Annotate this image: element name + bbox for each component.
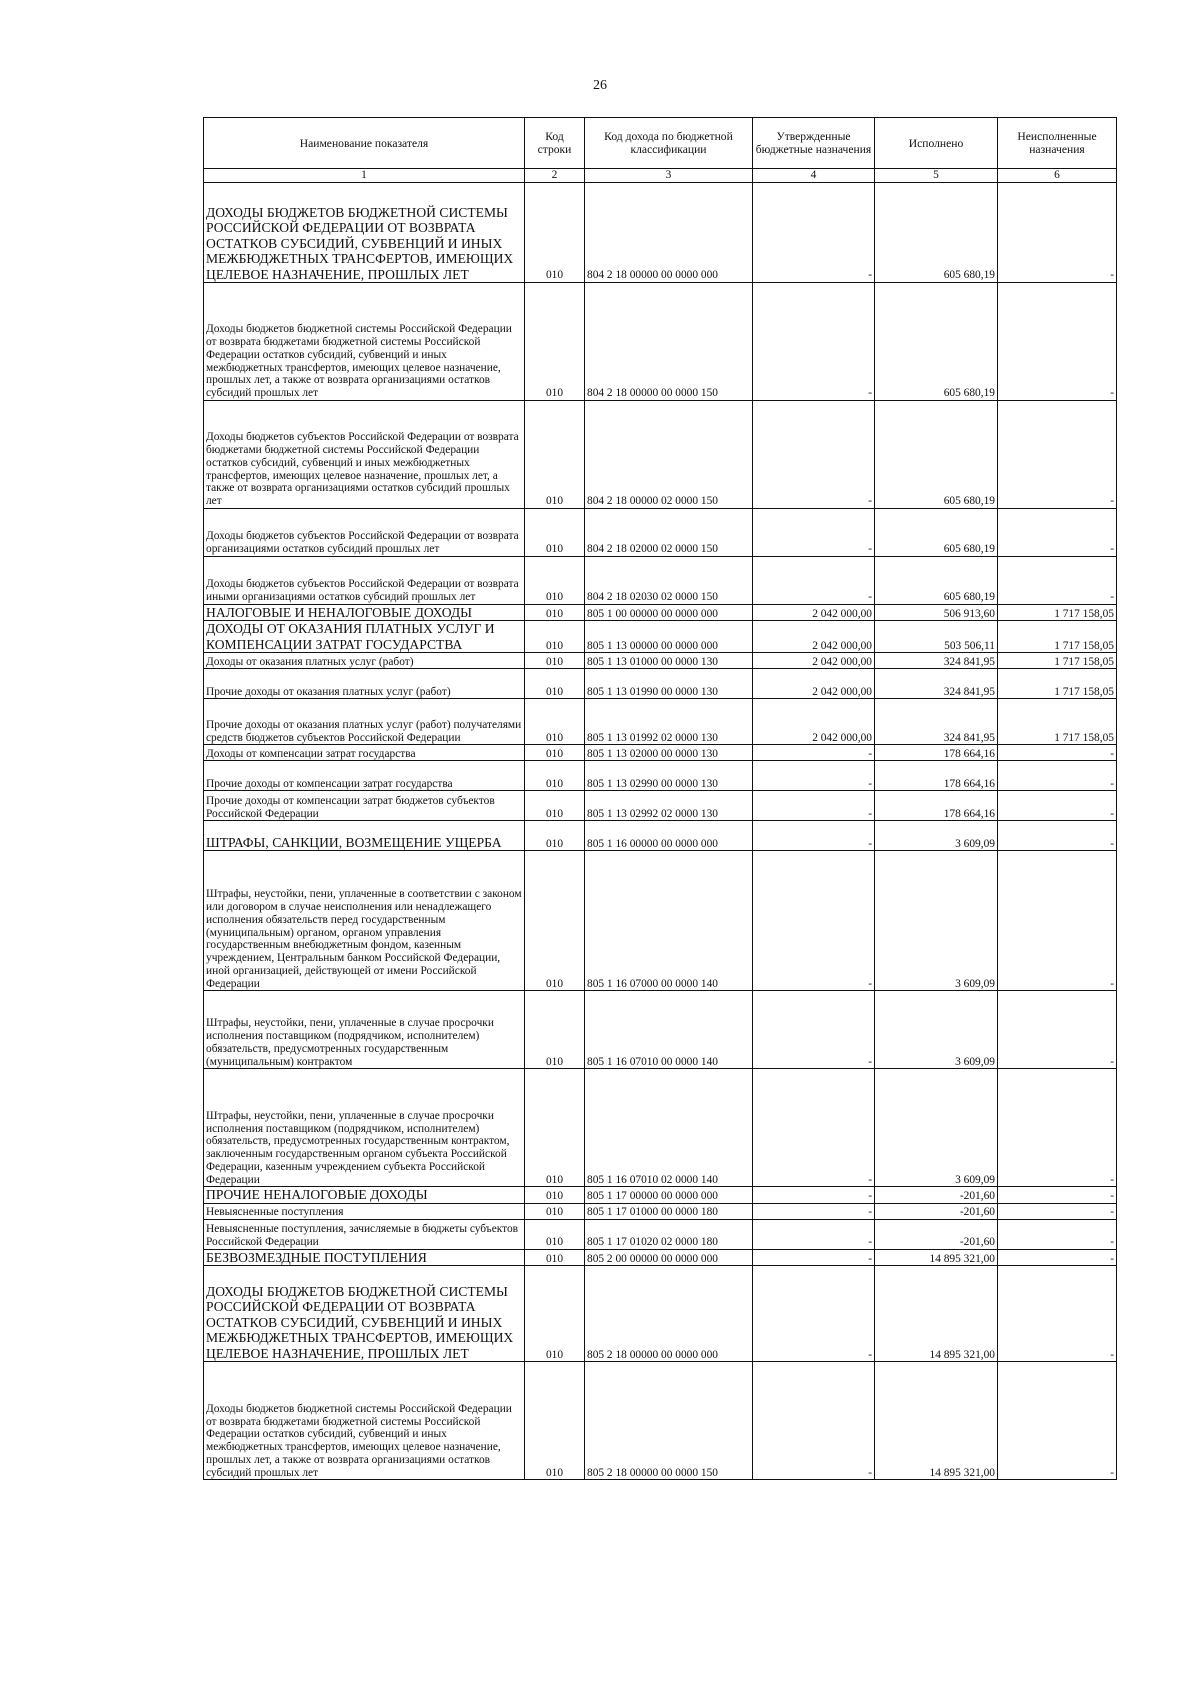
row-executed: 605 680,19 [875,509,998,557]
row-name: Доходы бюджетов субъектов Российской Федерации от возврата иными организациями остатков субсидий прошлых лет [204,557,525,605]
row-unexecuted: - [998,991,1117,1069]
row-kbk: 805 1 00 00000 00 0000 000 [585,605,753,621]
row-kbk: 805 1 17 01020 02 0000 180 [585,1219,753,1249]
row-unexecuted: - [998,1266,1117,1362]
column-number: 5 [875,169,998,183]
row-approved: 2 042 000,00 [753,605,875,621]
row-unexecuted: - [998,557,1117,605]
row-kbk: 805 1 16 07010 02 0000 140 [585,1069,753,1187]
row-code: 010 [525,1362,585,1480]
row-name: Прочие доходы от оказания платных услуг (работ) получателями средств бюджетов субъектов Российской Федерации [204,699,525,745]
row-kbk: 805 2 00 00000 00 0000 000 [585,1249,753,1265]
row-executed: 605 680,19 [875,183,998,283]
row-code: 010 [525,557,585,605]
row-executed: 3 609,09 [875,821,998,851]
row-name: Доходы бюджетов субъектов Российской Федерации от возврата организациями остатков субсидий прошлых лет [204,509,525,557]
row-executed: 324 841,95 [875,669,998,699]
row-name: Невыясненные поступления [204,1203,525,1219]
row-approved: - [753,791,875,821]
row-kbk: 805 1 13 02000 00 0000 130 [585,745,753,761]
revenue-table [203,117,1117,1480]
row-approved: - [753,1203,875,1219]
row-approved: 2 042 000,00 [753,699,875,745]
row-code: 010 [525,1266,585,1362]
row-kbk: 805 1 17 01000 00 0000 180 [585,1203,753,1219]
row-unexecuted: - [998,821,1117,851]
column-number: 4 [753,169,875,183]
row-executed: 178 664,16 [875,761,998,791]
row-name: Прочие доходы от оказания платных услуг (работ) [204,669,525,699]
row-code: 010 [525,283,585,401]
row-code: 010 [525,791,585,821]
row-name: БЕЗВОЗМЕЗДНЫЕ ПОСТУПЛЕНИЯ [204,1249,525,1265]
row-name: Доходы от компенсации затрат государства [204,745,525,761]
row-unexecuted: 1 717 158,05 [998,699,1117,745]
table-row [204,1187,1117,1203]
row-kbk: 804 2 18 02030 02 0000 150 [585,557,753,605]
row-unexecuted: - [998,183,1117,283]
row-kbk: 805 1 13 01992 02 0000 130 [585,699,753,745]
row-executed: 605 680,19 [875,401,998,509]
table-row [204,669,1117,699]
row-code: 010 [525,699,585,745]
table-row [204,851,1117,991]
row-code: 010 [525,669,585,699]
row-kbk: 805 2 18 00000 00 0000 150 [585,1362,753,1480]
column-number: 6 [998,169,1117,183]
row-name: НАЛОГОВЫЕ И НЕНАЛОГОВЫЕ ДОХОДЫ [204,605,525,621]
row-name: Штрафы, неустойки, пени, уплаченные в случае просрочки исполнения поставщиком (подрядчиком, исполнителем) обязательств, предусмотренных государственным контрактом, заключенным государственным органом субъекта Российской Федерации, казенным учреждением субъекта Российской Федерации [204,1069,525,1187]
row-approved: - [753,991,875,1069]
header-kbk: Код дохода по бюджетной классификации [585,118,753,169]
row-unexecuted: - [998,745,1117,761]
row-unexecuted: 1 717 158,05 [998,621,1117,653]
row-approved: - [753,821,875,851]
row-executed: 506 913,60 [875,605,998,621]
table-row [204,621,1117,653]
row-code: 010 [525,509,585,557]
row-kbk: 805 1 13 01990 00 0000 130 [585,669,753,699]
row-unexecuted: - [998,851,1117,991]
row-name: ДОХОДЫ БЮДЖЕТОВ БЮДЖЕТНОЙ СИСТЕМЫ РОССИЙСКОЙ ФЕДЕРАЦИИ ОТ ВОЗВРАТА ОСТАТКОВ СУБСИДИЙ, СУБВЕНЦИЙ И ИНЫХ МЕЖБЮДЖЕТНЫХ ТРАНСФЕРТОВ, ИМЕЮЩИХ ЦЕЛЕВОЕ НАЗНАЧЕНИЕ, ПРОШЛЫХ ЛЕТ [204,183,525,283]
row-executed: 14 895 321,00 [875,1362,998,1480]
row-kbk: 805 1 16 00000 00 0000 000 [585,821,753,851]
table-row [204,605,1117,621]
row-unexecuted: - [998,1203,1117,1219]
table-row [204,791,1117,821]
page-number: 26 [593,78,607,93]
row-executed: 3 609,09 [875,991,998,1069]
table-row [204,761,1117,791]
row-unexecuted: - [998,1219,1117,1249]
row-kbk: 805 1 13 02992 02 0000 130 [585,791,753,821]
header-executed: Исполнено [875,118,998,169]
row-approved: - [753,851,875,991]
table-row [204,509,1117,557]
table-row [204,557,1117,605]
row-code: 010 [525,851,585,991]
row-code: 010 [525,761,585,791]
row-executed: -201,60 [875,1203,998,1219]
table-row [204,1266,1117,1362]
row-name: ПРОЧИЕ НЕНАЛОГОВЫЕ ДОХОДЫ [204,1187,525,1203]
row-code: 010 [525,621,585,653]
row-code: 010 [525,1069,585,1187]
table-row [204,991,1117,1069]
row-unexecuted: 1 717 158,05 [998,605,1117,621]
table-row [204,699,1117,745]
row-kbk: 805 1 13 01000 00 0000 130 [585,653,753,669]
row-approved: - [753,1219,875,1249]
table-row [204,745,1117,761]
row-code: 010 [525,1203,585,1219]
row-unexecuted: - [998,761,1117,791]
row-name: ДОХОДЫ БЮДЖЕТОВ БЮДЖЕТНОЙ СИСТЕМЫ РОССИЙСКОЙ ФЕДЕРАЦИИ ОТ ВОЗВРАТА ОСТАТКОВ СУБСИДИЙ, СУБВЕНЦИЙ И ИНЫХ МЕЖБЮДЖЕТНЫХ ТРАНСФЕРТОВ, ИМЕЮЩИХ ЦЕЛЕВОЕ НАЗНАЧЕНИЕ, ПРОШЛЫХ ЛЕТ [204,1266,525,1362]
row-name: Прочие доходы от компенсации затрат бюджетов субъектов Российской Федерации [204,791,525,821]
row-executed: 605 680,19 [875,283,998,401]
row-name: Штрафы, неустойки, пени, уплаченные в соответствии с законом или договором в случае неисполнения или ненадлежащего исполнения обязательств перед государственным (муниципальным) органом, органом управления государственным внебюджетным фондом, казенным учреждением, Центральным банком Российской Федерации, иной организацией, действующей от имени Российской Федерации [204,851,525,991]
table-row [204,821,1117,851]
row-unexecuted: - [998,1187,1117,1203]
row-code: 010 [525,1249,585,1265]
row-executed: 324 841,95 [875,653,998,669]
row-executed: 14 895 321,00 [875,1266,998,1362]
row-unexecuted: 1 717 158,05 [998,653,1117,669]
row-kbk: 804 2 18 00000 02 0000 150 [585,401,753,509]
row-approved: - [753,557,875,605]
row-approved: 2 042 000,00 [753,653,875,669]
row-name: Доходы от оказания платных услуг (работ) [204,653,525,669]
table-body [204,183,1117,1480]
row-kbk: 805 1 13 00000 00 0000 000 [585,621,753,653]
row-approved: - [753,1187,875,1203]
table-row [204,1203,1117,1219]
table-row [204,401,1117,509]
header-code: Код строки [525,118,585,169]
row-executed: -201,60 [875,1187,998,1203]
row-approved: - [753,761,875,791]
row-approved: - [753,183,875,283]
row-approved: - [753,1362,875,1480]
row-executed: 324 841,95 [875,699,998,745]
row-unexecuted: - [998,401,1117,509]
row-executed: 14 895 321,00 [875,1249,998,1265]
row-name: Невыясненные поступления, зачисляемые в бюджеты субъектов Российской Федерации [204,1219,525,1249]
table-row [204,183,1117,283]
row-unexecuted: - [998,791,1117,821]
row-approved: - [753,509,875,557]
row-name: Доходы бюджетов бюджетной системы Российской Федерации от возврата бюджетами бюджетной системы Российской Федерации остатков субсидий, субвенций и иных межбюджетных трансфертов, имеющих целевое назначение, прошлых лет, а также от возврата организациями остатков субсидий прошлых лет [204,283,525,401]
row-kbk: 805 1 16 07010 00 0000 140 [585,991,753,1069]
row-code: 010 [525,1219,585,1249]
row-approved: - [753,1266,875,1362]
table-row [204,1219,1117,1249]
row-unexecuted: - [998,509,1117,557]
row-executed: -201,60 [875,1219,998,1249]
row-approved: - [753,1249,875,1265]
row-code: 010 [525,991,585,1069]
row-approved: - [753,1069,875,1187]
row-kbk: 805 2 18 00000 00 0000 000 [585,1266,753,1362]
row-code: 010 [525,183,585,283]
row-approved: - [753,283,875,401]
row-kbk: 804 2 18 00000 00 0000 150 [585,283,753,401]
row-name: ШТРАФЫ, САНКЦИИ, ВОЗМЕЩЕНИЕ УЩЕРБА [204,821,525,851]
row-executed: 3 609,09 [875,1069,998,1187]
row-code: 010 [525,605,585,621]
row-unexecuted: - [998,1249,1117,1265]
row-approved: - [753,745,875,761]
row-code: 010 [525,821,585,851]
column-number: 1 [204,169,525,183]
table-row [204,653,1117,669]
row-code: 010 [525,653,585,669]
row-approved: 2 042 000,00 [753,621,875,653]
row-name: ДОХОДЫ ОТ ОКАЗАНИЯ ПЛАТНЫХ УСЛУГ И КОМПЕНСАЦИИ ЗАТРАТ ГОСУДАРСТВА [204,621,525,653]
row-kbk: 805 1 16 07000 00 0000 140 [585,851,753,991]
column-number: 2 [525,169,585,183]
column-number: 3 [585,169,753,183]
row-name: Штрафы, неустойки, пени, уплаченные в случае просрочки исполнения поставщиком (подрядчиком, исполнителем) обязательств, предусмотренных государственным (муниципальным) контрактом [204,991,525,1069]
row-name: Доходы бюджетов бюджетной системы Российской Федерации от возврата бюджетами бюджетной системы Российской Федерации остатков субсидий, субвенций и иных межбюджетных трансфертов, имеющих целевое назначение, прошлых лет, а также от возврата организациями остатков субсидий прошлых лет [204,1362,525,1480]
table-row [204,1362,1117,1480]
row-approved: 2 042 000,00 [753,669,875,699]
table-header-row [204,118,1117,169]
row-kbk: 805 1 13 02990 00 0000 130 [585,761,753,791]
row-executed: 178 664,16 [875,791,998,821]
row-unexecuted: - [998,283,1117,401]
row-executed: 605 680,19 [875,557,998,605]
row-unexecuted: 1 717 158,05 [998,669,1117,699]
row-executed: 3 609,09 [875,851,998,991]
table-row [204,1069,1117,1187]
header-unexecuted: Неисполненные назначения [998,118,1117,169]
column-numbers-row [204,169,1117,183]
row-kbk: 805 1 17 00000 00 0000 000 [585,1187,753,1203]
row-unexecuted: - [998,1362,1117,1480]
row-unexecuted: - [998,1069,1117,1187]
row-approved: - [753,401,875,509]
table-row [204,283,1117,401]
header-name: Наименование показателя [204,118,525,169]
row-code: 010 [525,745,585,761]
row-code: 010 [525,401,585,509]
row-name: Доходы бюджетов субъектов Российской Федерации от возврата бюджетами бюджетной системы Российской Федерации остатков субсидий, субвенций и иных межбюджетных трансфертов, имеющих целевое назначение, прошлых лет, а также от возврата организациями остатков субсидий прошлых лет [204,401,525,509]
row-kbk: 804 2 18 02000 02 0000 150 [585,509,753,557]
table-row [204,1249,1117,1265]
header-approved: Утвержденные бюджетные назначения [753,118,875,169]
row-executed: 503 506,11 [875,621,998,653]
row-kbk: 804 2 18 00000 00 0000 000 [585,183,753,283]
row-executed: 178 664,16 [875,745,998,761]
row-code: 010 [525,1187,585,1203]
row-name: Прочие доходы от компенсации затрат государства [204,761,525,791]
